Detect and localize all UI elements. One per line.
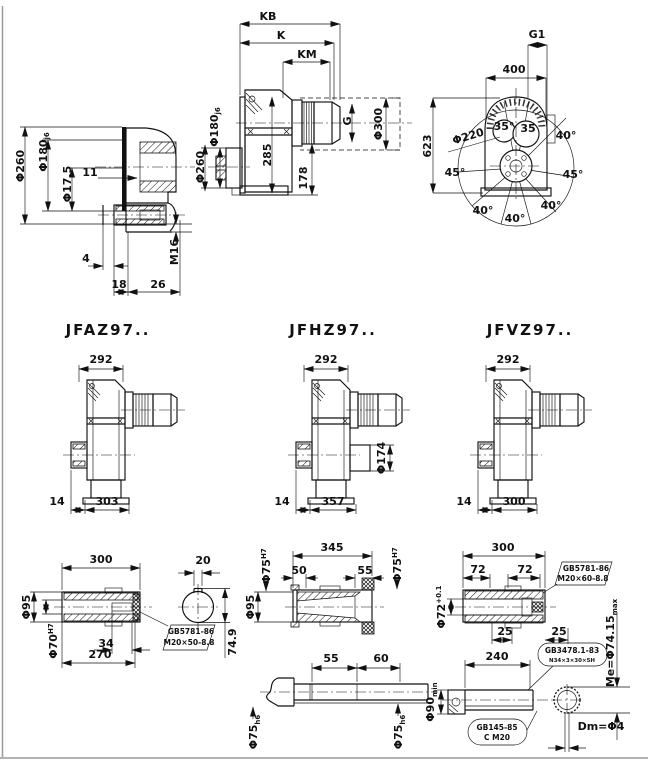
- dim-d220: Φ220: [450, 125, 486, 148]
- dim-d180: Φ180j6: [37, 132, 51, 172]
- dim-400: 400: [502, 63, 526, 76]
- spline-hollow-shaft-section: [424, 541, 630, 752]
- dim-m16: M16: [168, 238, 181, 266]
- angle-35r: 35: [520, 122, 536, 135]
- side-view-dimensions: [194, 10, 400, 195]
- dim-d17-5: Φ17.5: [61, 165, 74, 203]
- taper-bore-dimensions: [244, 541, 404, 622]
- dim-key-w: 20: [195, 554, 211, 567]
- dim-base: 303: [95, 495, 119, 508]
- dim-d75h6-left: $\Phi 75_{h6}$: [247, 714, 262, 750]
- solid-shaft-view: [247, 652, 438, 749]
- bolt-callout-size: M20×50-8.8: [163, 638, 215, 647]
- dim-55b: 55: [323, 652, 339, 665]
- spline-callout-std: GB3478.1-83: [544, 646, 600, 655]
- dim-kb: KB: [259, 10, 277, 23]
- dim-d70: $\Phi 70^{H7}$: [47, 623, 60, 659]
- centerhole-callout-size: C M20: [483, 733, 511, 742]
- dim-285: 285: [261, 143, 274, 167]
- dim-me: $Me=\Phi 74.15_{max}$: [604, 598, 619, 688]
- dim-d95: Φ95: [244, 594, 257, 620]
- solid-shaft-linework: [260, 678, 438, 706]
- dim-55: 55: [357, 564, 373, 577]
- dim-dm: Dm=Φ4: [577, 720, 625, 733]
- dim-623: 623: [421, 134, 434, 158]
- gearmotor-front-view: [421, 28, 583, 226]
- flange-section-linework: [95, 127, 195, 232]
- dim-d260: Φ260: [14, 149, 27, 183]
- angle-45w: 45°: [444, 166, 466, 179]
- taper-bore-section: [244, 541, 404, 634]
- dim-25b: 25: [551, 625, 567, 638]
- bolt-callout-std: GB5781-86: [562, 564, 610, 573]
- dim-d75-right: $\Phi 75^{H7}$: [391, 547, 404, 583]
- dim-270: 270: [88, 648, 112, 661]
- bolt-callout-std: GB5781-86: [167, 627, 215, 636]
- spline-callout-spec: N34×3×30×5H: [549, 658, 595, 664]
- taper-bore-linework: [285, 578, 384, 634]
- dim-34: 34: [98, 637, 114, 650]
- dim-offset: 14: [456, 495, 472, 508]
- dim-len: 300: [491, 541, 515, 554]
- dim-72b: 72: [517, 563, 533, 576]
- dim-d90: $\Phi 90_{min}$: [424, 682, 439, 722]
- dim-18: 18: [111, 278, 127, 291]
- dim-11: 11: [82, 166, 98, 179]
- variant-title: JFAZ97..: [65, 321, 151, 339]
- angle-35: 35°: [493, 120, 515, 133]
- dim-d72: $\Phi 72^{+0.1}$: [435, 585, 448, 629]
- dim-key-h: 74.9: [226, 628, 239, 656]
- dim-hub: Φ174: [375, 441, 388, 475]
- dim-width: 292: [314, 353, 338, 366]
- dim-km: KM: [297, 48, 317, 61]
- dim-offset: 14: [274, 495, 290, 508]
- dim-26: 26: [150, 278, 166, 291]
- solid-shaft-dimensions: [247, 652, 407, 749]
- dim-len: 345: [320, 541, 344, 554]
- dim-178: 178: [297, 166, 310, 190]
- dim-4: 4: [82, 252, 90, 265]
- dim-k: K: [276, 29, 286, 42]
- dim-72a: 72: [470, 563, 486, 576]
- variant-jfvz97: [456, 321, 592, 514]
- side-view-linework: [208, 90, 412, 195]
- dim-g: G: [341, 116, 354, 126]
- variant-jfhz97: [274, 321, 410, 514]
- dim-width: 292: [496, 353, 520, 366]
- dim-base: 357: [321, 495, 345, 508]
- dim-60b: 60: [373, 652, 389, 665]
- dim-25a: 25: [497, 625, 513, 638]
- keyed-shaft-dimensions: [20, 553, 239, 668]
- dim-d260-side: Φ260: [194, 150, 207, 184]
- dim-len: 300: [89, 553, 113, 566]
- keyed-shaft-linework: [54, 584, 218, 630]
- angle-40se: 40°: [540, 199, 562, 212]
- dim-d75h6-right: $\Phi 75_{h6}$: [392, 714, 407, 750]
- angle-40sw: 40°: [472, 204, 494, 217]
- dim-offset: 14: [49, 495, 65, 508]
- bolt-callout-size: M20×60-8.8: [557, 574, 609, 583]
- flange-section-view: [14, 127, 195, 296]
- dim-width: 292: [89, 353, 113, 366]
- dim-240: 240: [485, 650, 509, 663]
- dim-d95: Φ95: [20, 594, 33, 620]
- angle-40s: 40°: [504, 212, 526, 225]
- dim-d75-left: $\Phi 75^{H7}$: [260, 548, 273, 584]
- output-hub: [350, 445, 370, 471]
- dim-g1: G1: [528, 28, 546, 41]
- variant-title: JFVZ97..: [486, 321, 574, 339]
- dim-d180-side: Φ180j6: [208, 107, 222, 147]
- dim-50: 50: [291, 564, 307, 577]
- dim-base: 300: [502, 495, 526, 508]
- variant-jfaz97: [49, 321, 185, 514]
- angle-45e: 45°: [562, 168, 584, 181]
- keyed-hollow-shaft-section: [20, 553, 239, 668]
- variant-title: JFHZ97..: [289, 321, 377, 339]
- dim-d300: Φ300: [372, 107, 385, 141]
- centerhole-callout-std: GB145-85: [476, 723, 518, 732]
- angle-40ne: 40°: [555, 129, 577, 142]
- gearmotor-side-view: [194, 10, 412, 195]
